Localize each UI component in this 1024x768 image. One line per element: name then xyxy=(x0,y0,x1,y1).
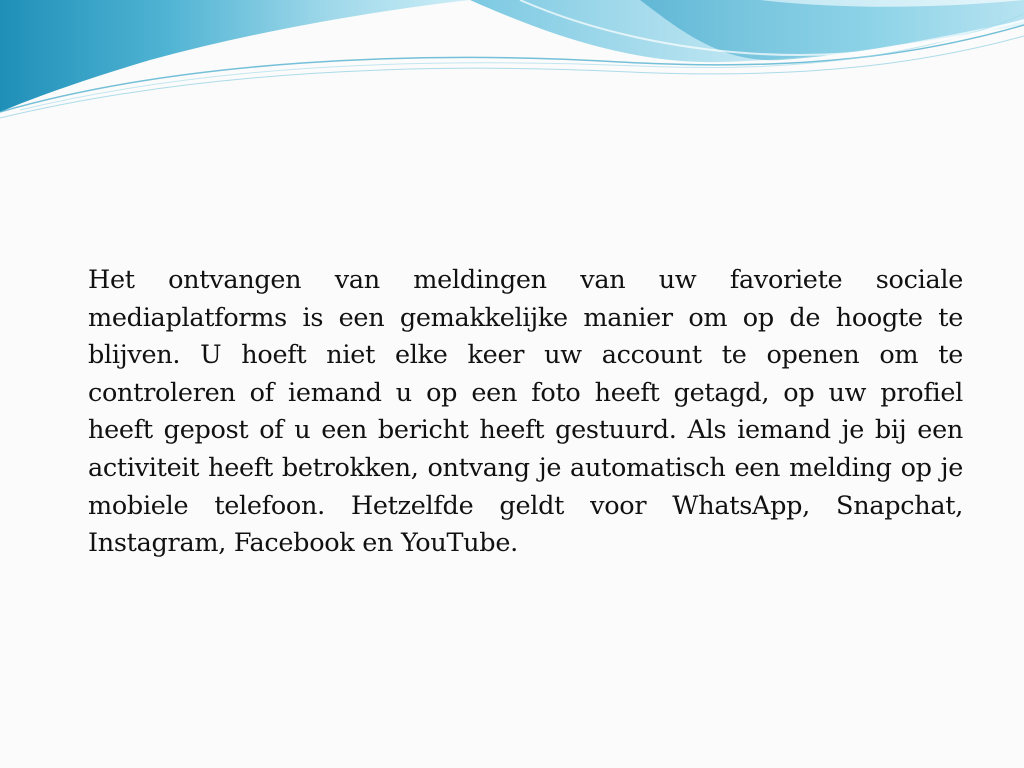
header-wave-decoration xyxy=(0,0,1024,130)
slide-body-paragraph: Het ontvangen van meldingen van uw favoriete sociale mediaplatforms is een gemakkelijke manier om op de hoogte te blijven. U hoeft niet elke keer uw account te openen om te controleren of iemand u op een foto heeft getagd, op uw profiel heeft gepost of u een bericht heeft gestuurd. Als iemand je bij een activiteit heeft betrokken, ontvang je automatisch een melding op je mobiele telefoon. Hetzelfde geldt voor WhatsApp, Snapchat, Instagram, Facebook en YouTube. xyxy=(88,265,963,559)
